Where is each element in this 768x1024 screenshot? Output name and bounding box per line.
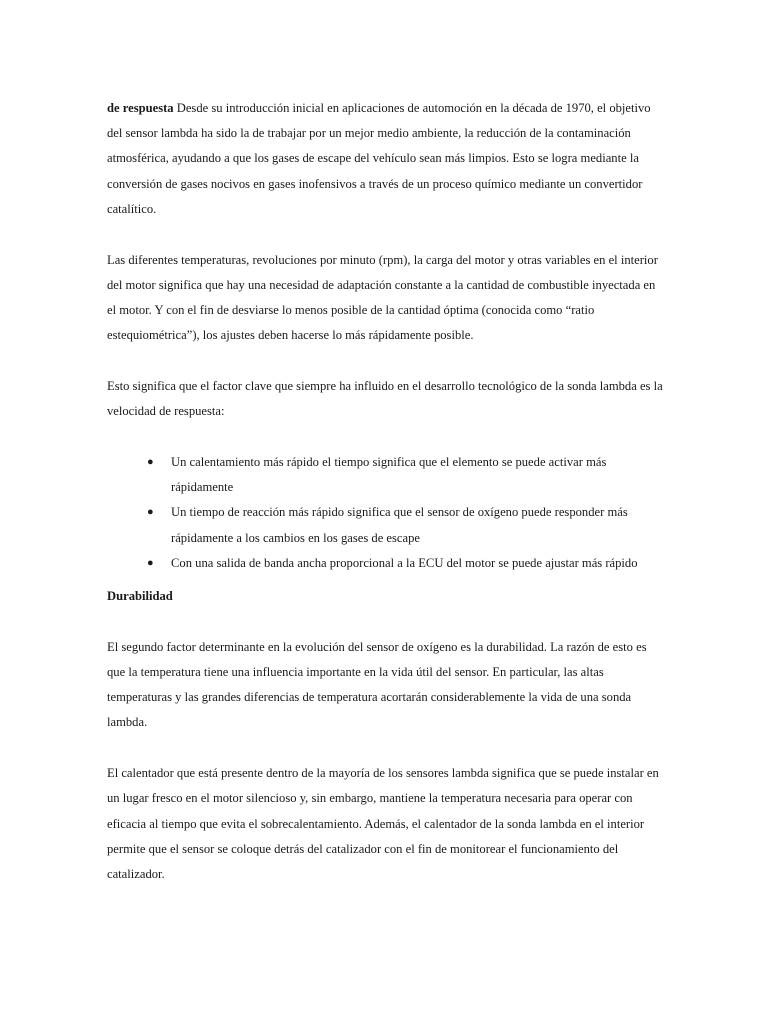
list-item-text: Un tiempo de reacción más rápido significa que el sensor de oxígeno puede responder más rápidamente a los cambios en los gases de escape	[171, 505, 628, 545]
bold-lead-text: de respuesta	[107, 101, 174, 115]
paragraph-response-intro	[107, 96, 667, 222]
list-item-text: Con una salida de banda ancha proporcional a la ECU del motor se puede ajustar más rápido	[171, 555, 638, 570]
paragraph-heater: El calentador que está presente dentro de la mayoría de los sensores lambda significa que se puede instalar en un lugar fresco en el motor silencioso y, sin embargo, mantiene la temperatura necesaria para operar con eficacia al tiempo que evita el sobrecalentamiento. Además, el calentador de la sonda lambda en el interior permite que el sensor se coloque detrás del catalizador con el fin de monitorear el funcionamiento del catalizador.	[107, 766, 659, 882]
bullet-icon: ●	[147, 556, 154, 569]
list-item	[147, 450, 667, 500]
paragraph-durability: El segundo factor determinante en la evolución del sensor de oxígeno es la durabilidad. La razón de esto es que la temperatura tiene una influencia importante en la vida útil del sensor. En particular, las altas temperaturas y las grandes diferencias de temperatura acortarán considerablemente la vida de una sonda lambda.	[107, 639, 647, 730]
response-bullet-list	[107, 450, 667, 576]
document-page	[107, 96, 667, 913]
bullet-icon: ●	[147, 506, 154, 519]
list-item	[147, 500, 667, 550]
bullet-icon: ●	[147, 456, 154, 469]
paragraph-temperatures: Las diferentes temperaturas, revoluciones por minuto (rpm), la carga del motor y otras variables en el interior del motor significa que hay una necesidad de adaptación constante a la cantidad de combustible inyectada en el motor. Y con el fin de desviarse lo menos posible de la cantidad óptima (conocida como “ratio estequiométrica”), los ajustes deben hacerse lo más rápidamente posible.	[107, 252, 658, 343]
section-heading-durabilidad: Durabilidad	[107, 589, 173, 604]
paragraph-key-factor: Esto significa que el factor clave que siempre ha influido en el desarrollo tecnológico de la sonda lambda es la velocidad de respuesta:	[107, 379, 663, 419]
list-item	[147, 551, 667, 576]
list-item-text: Un calentamiento más rápido el tiempo significa que el elemento se puede activar más rápidamente	[171, 455, 607, 495]
paragraph-text: Desde su introducción inicial en aplicaciones de automoción en la década de 1970, el objetivo del sensor lambda ha sido la de trabajar por un mejor medio ambiente, la reducción de la contaminación atmosférica, ayudando a que los gases de escape del vehículo sean más limpios. Esto se logra mediante la conversión de gases nocivos en gases inofensivos a través de un proceso químico mediante un convertidor catalítico.	[107, 101, 651, 216]
